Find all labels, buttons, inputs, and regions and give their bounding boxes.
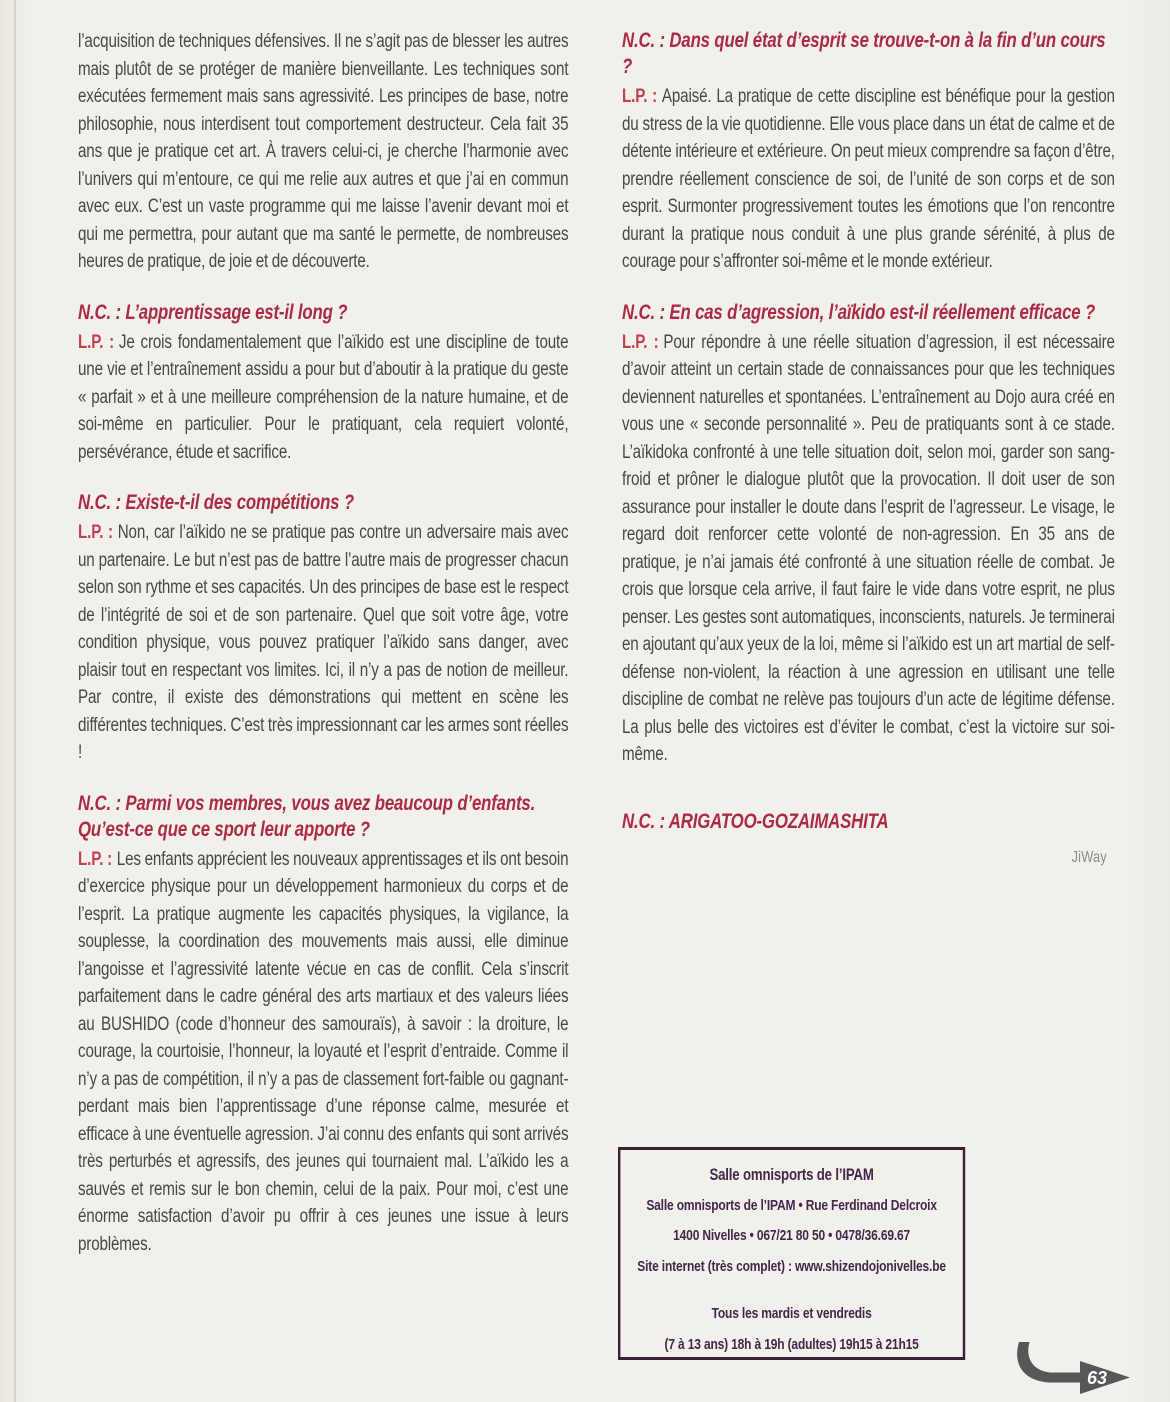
info-box-address-line: Site internet (très complet) : www.shizendojonivelles.be <box>637 1257 946 1275</box>
question-heading: N.C. : Parmi vos membres, vous avez beaucoup d’enfants. Qu’est-ce que ce sport leur apporte ? <box>78 791 536 841</box>
info-box-title: Salle omnisports de l’IPAM <box>709 1166 874 1184</box>
article-section <box>622 28 1115 276</box>
speaker-label: L.P. : <box>78 331 115 353</box>
speaker-label: L.P. : <box>622 331 659 353</box>
answer-paragraph <box>78 519 568 767</box>
answer-paragraph <box>78 846 568 1259</box>
article-section <box>78 28 568 276</box>
info-box-address-line: Salle omnisports de l’IPAM • Rue Ferdinand Delcroix <box>646 1196 937 1214</box>
answer-paragraph <box>78 329 568 467</box>
speaker-label: L.P. : <box>78 522 113 543</box>
answer-text: Les enfants apprécient les nouveaux apprentissages et ils ont besoin d’exercice physique pour un développement harmonieux du corps et de l’esprit. La pratique augmente les capacités physiques, la vigilance, la souplesse, la coordination des mouvements mais aussi, elle diminue l’angoisse et l’agressivité latente vécue en cas de conflit. Cela s’inscrit parfaitement dans le cadre général des arts martiaux et des valeurs liées au BUSHIDO (code d’honneur des samouraïs), à savoir : la droiture, le courage, la courtoisie, l’honneur, la loyauté et l’esprit d’entraide. Comme il n’y a pas de compétition, il n’y a pas de classement fort-faible ou gagnant-perdant mais bien l’apprentissage d’une réponse calme, mesurée et efficace à une éventuelle agression. J’ai connu des enfants qui sont arrivés très perturbés et agressifs, des jeunes qui tournaient mal. L’aïkido les a sauvés et remis sur le bon chemin, celui de la paix. Pour moi, c’est une énorme satisfaction d’avoir pu offrir à ces jeunes une issue à leurs problèmes. <box>78 848 569 1255</box>
article-section <box>78 490 568 767</box>
info-box <box>618 1147 965 1360</box>
answer-text: Non, car l’aïkido ne se pratique pas contre un adversaire mais avec un partenaire. Le but n’est pas de battre l’autre mais de progresser chacun selon son rythme et ses capacités. Un des principes de base est le respect de l’intégrité de soi et de son partenaire. Quel que soit votre âge, votre condition physique, vous pouvez pratiquer l’aïkido sans danger, avec plaisir tout en respectant vos limites. Ici, il n’y a pas de notion de meilleur. Par contre, il existe des démonstrations qui mettent en scène les différentes techniques. C’est très impressionnant car les armes sont réelles ! <box>78 522 569 763</box>
intro-paragraph: l’acquisition de techniques défensives. Il ne s’agit pas de blesser les autres mais plutôt de se protéger de manière bienveillante. Les techniques sont exécutées fermement mais sans agressivité. Les principes de base, notre philosophie, nous interdisent tout comportement destructeur. Cela fait 35 ans que je pratique cet art. À travers celui-ci, je cherche l’harmonie avec l’univers qui m’entoure, ce qui me relie aux autres et que j’ai en commun avec eux. C’est un vaste programme qui me laisse l’avenir devant moi et qui me permettra, pour autant que ma santé le permette, de nombreuses heures de pratique, de joie et de découverte. <box>78 31 569 272</box>
right-column <box>622 28 1115 867</box>
answer-text: Pour répondre à une réelle situation d’agression, il est nécessaire d’avoir atteint un certain stade de connaissances pour que les techniques deviennent naturelles et spontanées. L’entraînement au Dojo aura créé en vous une « seconde personnalité ». Peu de pratiquants sont à ce stade. L’aïkidoka confronté à une telle situation doit, selon moi, garder son sang-froid et prôner le dialogue plutôt que la provocation. Il doit user de son assurance pour installer le doute dans l’esprit de l’agresseur. Le visage, le regard doit renforcer cette volonté de non-agression. En 35 ans de pratique, je n’ai jamais été confronté à une situation réelle de combat. Je crois que lorsque cela arrive, il faut faire le vide dans votre esprit, ne plus penser. Les gestes sont automatiques, inconscients, naturels. Je terminerai en ajoutant qu’aux yeux de la loi, même si l’aïkido est un art martial de self-défense non-violent, la réaction à une agression en utilisant une telle discipline de combat ne relève pas toujours d’un acte de légitime défense. La plus belle des victoires est d’éviter le combat, c’est la victoire sur soi-même. <box>622 331 1115 765</box>
article-section <box>78 300 568 467</box>
answer-paragraph <box>622 83 1115 276</box>
info-box-address-line: 1400 Nivelles • 067/21 80 50 • 0478/36.69.67 <box>673 1227 911 1244</box>
article-section <box>622 300 1115 769</box>
byline: JiWay <box>1071 848 1107 866</box>
speaker-label: L.P. : <box>622 86 658 107</box>
answer-paragraph <box>622 329 1115 769</box>
info-box-schedule-line: Tous les mardis et vendredis <box>711 1305 872 1322</box>
page-turn-arrow-icon <box>1012 1340 1134 1400</box>
speaker-label: L.P. : <box>78 848 112 870</box>
article-section <box>78 791 568 1259</box>
question-heading: N.C. : L’apprentissage est-il long ? <box>78 300 348 324</box>
question-heading: N.C. : Dans quel état d’esprit se trouve-t-on à la fin d’un cours ? <box>622 29 1106 78</box>
answer-text: Je crois fondamentalement que l’aïkido est une discipline de toute une vie et l’entraînement assidu a pour but d’aboutir à la pratique du geste « parfait » et à une meilleure compréhension de la nature humaine, et de soi-même en particulier. Pour le pratiquant, cela requiert volonté, persévérance, étude et sacrifice. <box>78 331 569 463</box>
page-number: 63 <box>1087 1368 1108 1388</box>
info-box-schedule-line: (7 à 13 ans) 18h à 19h (adultes) 19h15 à 21h15 <box>664 1335 919 1353</box>
question-heading: N.C. : En cas d’agression, l’aïkido est-il réellement efficace ? <box>622 300 1096 324</box>
info-box-schedule <box>624 1299 960 1360</box>
left-column <box>78 28 568 1258</box>
answer-text: Apaisé. La pratique de cette discipline est bénéfique pour la gestion du stress de la vie quotidienne. Elle vous place dans un état de calme et de détente intérieure et extérieure. On peut mieux comprendre sa façon d’être, prendre réellement conscience de soi, de l’unité de son corps et de son esprit. Surmonter progressivement toutes les émotions que l’on rencontre durant la pratique nous conduit à une plus grande sérénité, à plus de courage pour s’affronter soi-même et le monde extérieur. <box>622 86 1115 272</box>
page-edge-line <box>14 0 16 1402</box>
closing-heading: N.C. : ARIGATOO-GOZAIMASHITA <box>622 809 889 833</box>
question-heading: N.C. : Existe-t-il des compétitions ? <box>78 491 354 514</box>
